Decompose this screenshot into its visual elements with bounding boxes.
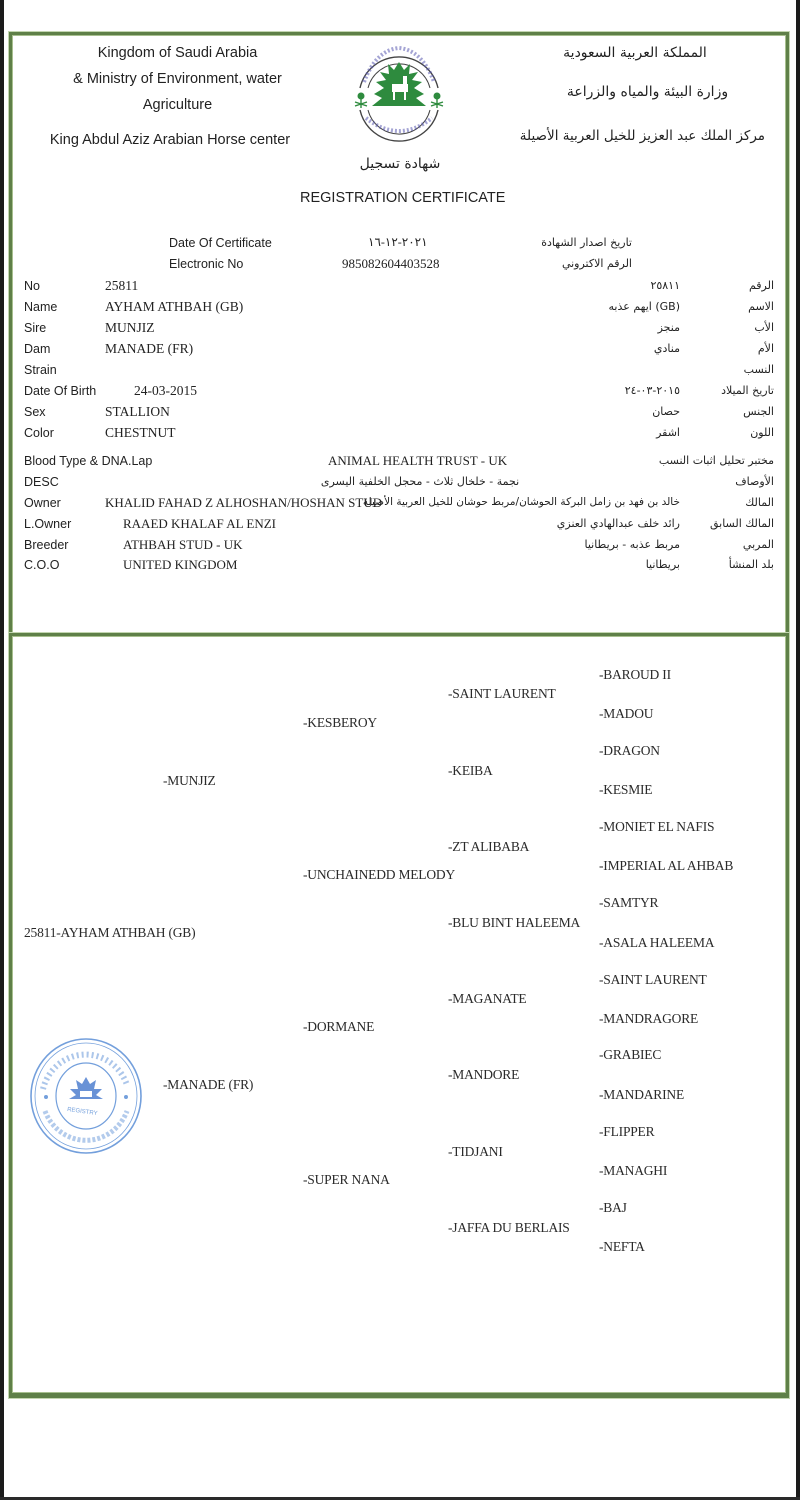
pedigree-gen4-item: -DRAGON [599,743,660,758]
header-en-line-3: Agriculture [142,97,213,113]
pedigree-gen3-item: -MAGANATE [448,991,527,1006]
header-en-line-1: Kingdom of Saudi Arabia [97,45,258,61]
title-en: REGISTRATION CERTIFICATE [300,190,506,206]
field-value-ar: حصان [652,405,680,418]
field-value-ar: منجز [657,321,680,334]
pedigree-gen4-item: -MANDRAGORE [599,1011,699,1026]
field-label: Name [24,300,58,314]
certificate-date-label-ar: تاريخ اصدار الشهادة [541,236,632,249]
pedigree-gen4-item: -IMPERIAL AL AHBAB [599,858,734,873]
breeder-value-ar: مربط عذبه - بريطانيا [584,538,680,551]
desc-label: DESC [24,475,59,489]
field-value-ar: منادي [653,342,680,355]
field-value: AYHAM ATHBAH (GB) [105,299,244,314]
stamp-text: REGISTRY [66,1106,98,1118]
pedigree-gen4-item: -FLIPPER [599,1124,655,1139]
pedigree-gen3-item: -TIDJANI [448,1144,503,1159]
desc-value-ar: نجمة - خلخال ثلاث - محجل الخلفية اليسرى [320,475,520,488]
pedigree-gen2-item: -SUPER NANA [303,1172,390,1187]
pedigree-gen4-item: -GRABIEC [599,1047,662,1062]
header-ar-line-1: المملكة العربية السعودية [563,45,707,61]
screen-edge-right [796,0,800,1500]
field-value-ar: (GB) ايهم عذبه [608,300,680,313]
field-label-ar: الرقم [748,279,774,292]
field-label: Dam [24,342,51,356]
country-of-origin-label: C.O.O [24,558,60,572]
pedigree-gen2-item: -KESBEROY [303,715,377,730]
field-label-ar: الجنس [743,405,774,418]
pedigree-gen3-item: -KEIBA [448,763,493,778]
electronic-no-label-ar: الرقم الاكتروني [561,257,632,270]
field-value: CHESTNUT [105,425,176,440]
field-label-ar: الأب [754,321,774,334]
arabian-horse-center-emblem-icon [346,40,452,150]
pedigree-gen4-item: -BAROUD II [599,667,671,682]
breeder-value: ATHBAH STUD - UK [123,537,243,552]
last-owner-label: L.Owner [24,517,72,531]
title-ar: شهادة تسجيل [359,156,441,172]
registry-stamp-icon [27,1037,145,1155]
header-ar-line-2: وزارة البيئة والمياه والزراعة [566,84,729,100]
owner-value-ar: خالد بن فهد بن زامل البركة الحوشان/مربط حوشان للخيل العربية الأصيلة [362,496,680,508]
field-value-ar: ٢٠١٥-٠٣-٢٤ [624,384,680,397]
owner-value: KHALID FAHAD Z ALHOSHAN/HOSHAN STUD [105,495,383,510]
pedigree-gen3-item: -MANDORE [448,1067,520,1082]
header-en-line-2: & Ministry of Environment, water [73,71,282,87]
field-value-ar: ٢٥٨١١ [650,279,680,292]
pedigree-gen3-item: -JAFFA DU BERLAIS [448,1220,570,1235]
pedigree-gen3-item: -ZT ALIBABA [448,839,530,854]
pedigree-gen3-item: -SAINT LAURENT [448,686,556,701]
pedigree-sire: -MUNJIZ [163,773,216,788]
country-of-origin-label-ar: بلد المنشأ [728,558,774,571]
owner-label: Owner [24,496,61,510]
field-label: No [24,279,40,293]
screen-edge-left [0,0,4,1500]
pedigree-gen2-item: -DORMANE [303,1019,375,1034]
header-center-name-ar: مركز الملك عبد العزيز للخيل العربية الأصيلة [519,128,765,144]
pedigree-gen4-item: -SAINT LAURENT [599,972,707,987]
breeder-label-ar: المربي [742,538,774,551]
pedigree-gen4-item: -MONIET EL NAFIS [599,819,715,834]
field-value: MANADE (FR) [105,341,194,356]
field-label: Sire [24,321,47,335]
field-label-ar: اللون [750,426,774,439]
header-center-name-en: King Abdul Aziz Arabian Horse center [49,132,291,148]
pedigree-gen3-item: -BLU BINT HALEEMA [448,915,581,930]
blood-type-label: Blood Type & DNA.Lap [24,454,153,468]
field-label: Color [24,426,54,440]
field-label: Date Of Birth [24,384,97,398]
pedigree-gen4-item: -KESMIE [599,782,653,797]
pedigree-dam: -MANADE (FR) [163,1077,254,1092]
field-label: Strain [24,363,57,377]
country-of-origin-value-ar: بريطانيا [645,558,680,571]
electronic-no-value: 985082604403528 [342,256,440,271]
field-value-ar: اشقر [656,426,680,439]
field-value: 24-03-2015 [134,383,197,398]
field-label-ar: النسب [743,363,774,376]
field-label-ar: تاريخ الميلاد [721,384,774,397]
pedigree-gen4-item: -MANDARINE [599,1087,684,1102]
field-value: STALLION [105,404,170,419]
last-owner-label-ar: المالك السابق [709,517,774,530]
country-of-origin-value: UNITED KINGDOM [123,557,238,572]
pedigree-subject: 25811-AYHAM ATHBAH (GB) [24,925,196,940]
pedigree-gen4-item: -NEFTA [599,1239,645,1254]
certificate-date-label: Date Of Certificate [169,236,272,250]
pedigree-gen4-item: -MADOU [599,706,654,721]
desc-label-ar: الأوصاف [735,475,774,488]
pedigree-gen4-item: -MANAGHI [599,1163,668,1178]
certificate-date-value: ٢٠٢١-١٢-١٦ [368,235,428,249]
field-label: Sex [24,405,46,419]
owner-label-ar: المالك [745,496,774,509]
pedigree-gen4-item: -SAMTYR [599,895,659,910]
electronic-no-label: Electronic No [169,257,244,271]
field-value: MUNJIZ [105,320,155,335]
last-owner-value: RAAED KHALAF AL ENZI [123,516,276,531]
pedigree-gen4-item: -ASALA HALEEMA [599,935,715,950]
field-value: 25811 [105,278,139,293]
breeder-label: Breeder [24,538,69,552]
blood-type-value: ANIMAL HEALTH TRUST - UK [328,453,508,468]
field-label-ar: الأم [757,342,774,355]
pedigree-gen2-item: -UNCHAINEDD MELODY [303,867,456,882]
last-owner-value-ar: رائد خلف عبدالهادي العنزي [556,517,680,530]
blood-type-label-ar: مختبر تحليل اثبات النسب [658,454,774,467]
pedigree-gen4-item: -BAJ [599,1200,627,1215]
field-label-ar: الاسم [748,300,774,313]
